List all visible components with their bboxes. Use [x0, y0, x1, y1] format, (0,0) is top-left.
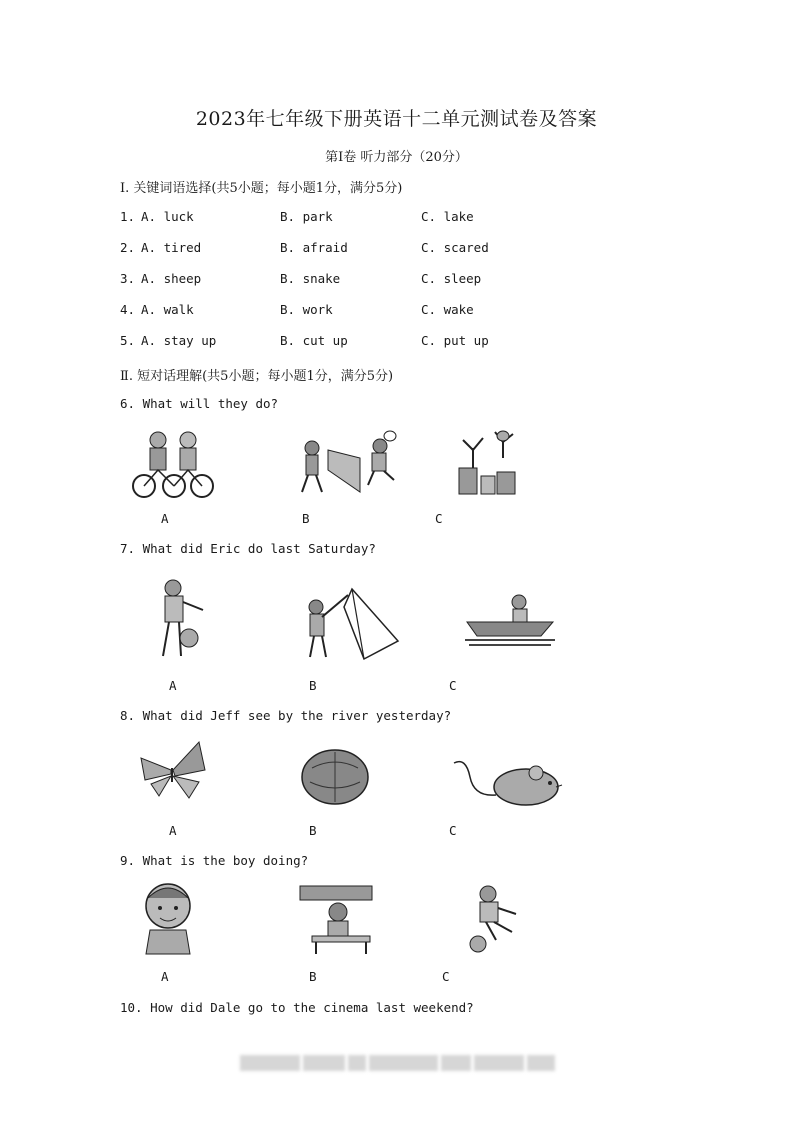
- option-b: B. snake: [280, 271, 341, 286]
- option-a: A. tired: [141, 240, 202, 255]
- option-b-label: B: [309, 678, 317, 693]
- blurred-watermark: [240, 1055, 555, 1071]
- option-c-label: C: [449, 823, 457, 838]
- page-title: 2023年七年级下册英语十二单元测试卷及答案: [195, 108, 598, 130]
- question-10-text: 10. How did Dale go to the cinema last weekend?: [120, 1000, 474, 1015]
- butterfly-illustration: [137, 740, 207, 802]
- option-a: A. walk: [141, 302, 194, 317]
- question-number: 4.: [120, 302, 136, 317]
- option-c: C. sleep: [421, 271, 482, 286]
- question-7-text: 7. What did Eric do last Saturday?: [120, 541, 376, 556]
- option-b: B. park: [280, 209, 333, 224]
- boy-kicking-ball-illustration: [466, 884, 522, 954]
- section1-heading: Ⅰ. 关键词语选择(共5小题；每小题1分，满分5分): [120, 181, 403, 196]
- option-a: A. sheep: [141, 271, 202, 286]
- option-a-label: A: [161, 969, 169, 984]
- option-b: B. cut up: [280, 333, 348, 348]
- boy-playing-basketball-illustration: [155, 578, 210, 660]
- children-on-bicycles-illustration: [130, 430, 215, 500]
- badminton-players-illustration: [298, 430, 398, 495]
- gardening-plants-illustration: [455, 428, 520, 498]
- option-c: C. lake: [421, 209, 474, 224]
- option-c: C. put up: [421, 333, 489, 348]
- option-b-label: B: [309, 823, 317, 838]
- option-a-label: A: [169, 678, 177, 693]
- question-number: 1.: [120, 209, 136, 224]
- option-b-label: B: [302, 511, 310, 526]
- option-c-label: C: [435, 511, 443, 526]
- mouse-illustration: [452, 757, 564, 807]
- option-a: A. stay up: [141, 333, 217, 348]
- tortoise-shell-illustration: [300, 748, 370, 806]
- option-c-label: C: [442, 969, 450, 984]
- option-c-label: C: [449, 678, 457, 693]
- question-number: 5.: [120, 333, 136, 348]
- question-8-text: 8. What did Jeff see by the river yesterday?: [120, 708, 452, 723]
- boy-setting-up-tent-illustration: [300, 585, 400, 663]
- question-number: 2.: [120, 240, 136, 255]
- section-subtitle: 第Ⅰ卷 听力部分（20分）: [325, 150, 468, 165]
- question-6-text: 6. What will they do?: [120, 396, 279, 411]
- smiling-boy-portrait-illustration: [136, 880, 198, 956]
- option-b-label: B: [309, 969, 317, 984]
- option-b: B. work: [280, 302, 333, 317]
- option-a-label: A: [169, 823, 177, 838]
- option-a-label: A: [161, 511, 169, 526]
- question-number: 3.: [120, 271, 136, 286]
- section2-heading: Ⅱ. 短对话理解(共5小题；每小题1分，满分5分): [120, 369, 394, 384]
- boy-studying-at-desk-illustration: [298, 884, 374, 956]
- question-9-text: 9. What is the boy doing?: [120, 853, 309, 868]
- option-a: A. luck: [141, 209, 194, 224]
- option-b: B. afraid: [280, 240, 348, 255]
- option-c: C. wake: [421, 302, 474, 317]
- option-c: C. scared: [421, 240, 489, 255]
- boy-rowing-boat-illustration: [465, 592, 555, 647]
